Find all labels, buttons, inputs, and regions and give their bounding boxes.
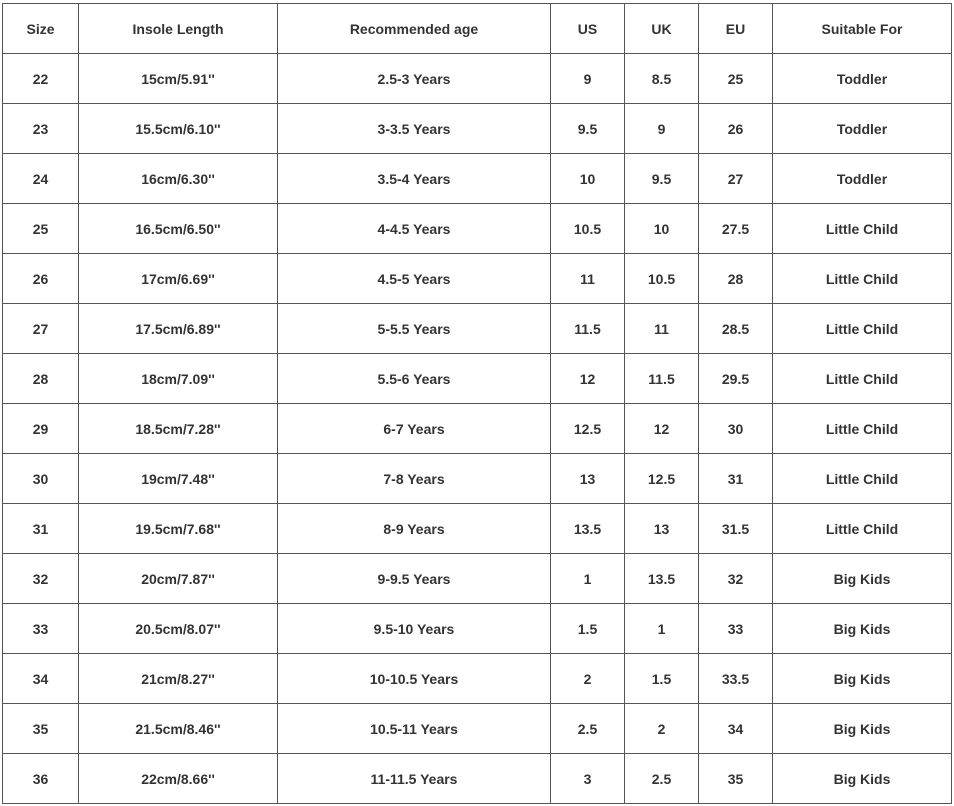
cell-insole-length: 20cm/7.87'' — [79, 554, 278, 604]
header-us: US — [551, 4, 625, 54]
cell-uk: 13 — [625, 504, 699, 554]
cell-recommended-age: 2.5-3 Years — [278, 54, 551, 104]
cell-uk: 11 — [625, 304, 699, 354]
cell-recommended-age: 5.5-6 Years — [278, 354, 551, 404]
table-row — [3, 354, 952, 404]
size-chart-header — [3, 4, 952, 54]
cell-us: 11.5 — [551, 304, 625, 354]
cell-recommended-age: 4-4.5 Years — [278, 204, 551, 254]
cell-insole-length: 17cm/6.69'' — [79, 254, 278, 304]
cell-recommended-age: 9-9.5 Years — [278, 554, 551, 604]
cell-insole-length: 17.5cm/6.89'' — [79, 304, 278, 354]
table-row — [3, 504, 952, 554]
cell-uk: 13.5 — [625, 554, 699, 604]
cell-us: 10.5 — [551, 204, 625, 254]
cell-us: 12.5 — [551, 404, 625, 454]
cell-insole-length: 15.5cm/6.10'' — [79, 104, 278, 154]
cell-us: 13.5 — [551, 504, 625, 554]
cell-eu: 34 — [699, 704, 773, 754]
header-uk: UK — [625, 4, 699, 54]
cell-uk: 10 — [625, 204, 699, 254]
cell-uk: 12.5 — [625, 454, 699, 504]
cell-eu: 31.5 — [699, 504, 773, 554]
cell-recommended-age: 10.5-11 Years — [278, 704, 551, 754]
cell-insole-length: 18.5cm/7.28'' — [79, 404, 278, 454]
table-row — [3, 204, 952, 254]
cell-suitable-for: Little Child — [773, 454, 952, 504]
cell-recommended-age: 10-10.5 Years — [278, 654, 551, 704]
cell-us: 9.5 — [551, 104, 625, 154]
cell-size: 29 — [3, 404, 79, 454]
cell-recommended-age: 9.5-10 Years — [278, 604, 551, 654]
cell-suitable-for: Little Child — [773, 254, 952, 304]
header-insole-length: Insole Length — [79, 4, 278, 54]
cell-insole-length: 21cm/8.27'' — [79, 654, 278, 704]
header-size: Size — [3, 4, 79, 54]
cell-insole-length: 21.5cm/8.46'' — [79, 704, 278, 754]
table-row — [3, 104, 952, 154]
table-row — [3, 54, 952, 104]
cell-us: 2 — [551, 654, 625, 704]
table-row — [3, 454, 952, 504]
cell-suitable-for: Little Child — [773, 404, 952, 454]
cell-size: 24 — [3, 154, 79, 204]
cell-recommended-age: 8-9 Years — [278, 504, 551, 554]
cell-recommended-age: 3.5-4 Years — [278, 154, 551, 204]
cell-size: 26 — [3, 254, 79, 304]
cell-us: 3 — [551, 754, 625, 804]
cell-uk: 2 — [625, 704, 699, 754]
cell-uk: 8.5 — [625, 54, 699, 104]
table-row — [3, 654, 952, 704]
cell-suitable-for: Big Kids — [773, 704, 952, 754]
cell-uk: 12 — [625, 404, 699, 454]
cell-insole-length: 16.5cm/6.50'' — [79, 204, 278, 254]
cell-recommended-age: 4.5-5 Years — [278, 254, 551, 304]
cell-uk: 10.5 — [625, 254, 699, 304]
cell-insole-length: 18cm/7.09'' — [79, 354, 278, 404]
header-eu: EU — [699, 4, 773, 54]
cell-us: 2.5 — [551, 704, 625, 754]
cell-eu: 30 — [699, 404, 773, 454]
table-row — [3, 254, 952, 304]
cell-size: 31 — [3, 504, 79, 554]
cell-size: 27 — [3, 304, 79, 354]
cell-size: 22 — [3, 54, 79, 104]
cell-recommended-age: 3-3.5 Years — [278, 104, 551, 154]
table-row — [3, 404, 952, 454]
cell-us: 9 — [551, 54, 625, 104]
cell-us: 13 — [551, 454, 625, 504]
cell-us: 12 — [551, 354, 625, 404]
cell-eu: 29.5 — [699, 354, 773, 404]
header-suitable-for: Suitable For — [773, 4, 952, 54]
cell-suitable-for: Big Kids — [773, 754, 952, 804]
size-chart-table — [2, 3, 952, 804]
cell-eu: 31 — [699, 454, 773, 504]
cell-recommended-age: 5-5.5 Years — [278, 304, 551, 354]
table-row — [3, 604, 952, 654]
cell-eu: 28 — [699, 254, 773, 304]
cell-size: 36 — [3, 754, 79, 804]
cell-size: 33 — [3, 604, 79, 654]
cell-eu: 32 — [699, 554, 773, 604]
cell-eu: 33.5 — [699, 654, 773, 704]
table-row — [3, 304, 952, 354]
header-recommended-age: Recommended age — [278, 4, 551, 54]
cell-insole-length: 20.5cm/8.07'' — [79, 604, 278, 654]
cell-us: 1 — [551, 554, 625, 604]
cell-insole-length: 16cm/6.30'' — [79, 154, 278, 204]
cell-size: 23 — [3, 104, 79, 154]
cell-size: 25 — [3, 204, 79, 254]
cell-us: 10 — [551, 154, 625, 204]
cell-size: 30 — [3, 454, 79, 504]
cell-size: 35 — [3, 704, 79, 754]
header-row — [3, 4, 952, 54]
cell-recommended-age: 11-11.5 Years — [278, 754, 551, 804]
cell-suitable-for: Toddler — [773, 104, 952, 154]
cell-suitable-for: Little Child — [773, 354, 952, 404]
cell-suitable-for: Toddler — [773, 154, 952, 204]
cell-insole-length: 19.5cm/7.68'' — [79, 504, 278, 554]
table-row — [3, 754, 952, 804]
cell-insole-length: 19cm/7.48'' — [79, 454, 278, 504]
cell-size: 28 — [3, 354, 79, 404]
cell-uk: 1.5 — [625, 654, 699, 704]
cell-suitable-for: Big Kids — [773, 654, 952, 704]
cell-insole-length: 22cm/8.66'' — [79, 754, 278, 804]
cell-uk: 9 — [625, 104, 699, 154]
cell-suitable-for: Big Kids — [773, 554, 952, 604]
cell-uk: 2.5 — [625, 754, 699, 804]
cell-size: 34 — [3, 654, 79, 704]
cell-eu: 25 — [699, 54, 773, 104]
cell-uk: 9.5 — [625, 154, 699, 204]
cell-suitable-for: Little Child — [773, 204, 952, 254]
table-row — [3, 154, 952, 204]
cell-uk: 1 — [625, 604, 699, 654]
cell-suitable-for: Toddler — [773, 54, 952, 104]
cell-uk: 11.5 — [625, 354, 699, 404]
cell-suitable-for: Big Kids — [773, 604, 952, 654]
cell-eu: 33 — [699, 604, 773, 654]
table-row — [3, 554, 952, 604]
cell-eu: 28.5 — [699, 304, 773, 354]
cell-insole-length: 15cm/5.91'' — [79, 54, 278, 104]
cell-eu: 26 — [699, 104, 773, 154]
cell-eu: 27.5 — [699, 204, 773, 254]
cell-eu: 27 — [699, 154, 773, 204]
cell-suitable-for: Little Child — [773, 304, 952, 354]
cell-eu: 35 — [699, 754, 773, 804]
table-row — [3, 704, 952, 754]
size-chart-body — [3, 54, 952, 804]
cell-us: 11 — [551, 254, 625, 304]
cell-suitable-for: Little Child — [773, 504, 952, 554]
cell-us: 1.5 — [551, 604, 625, 654]
cell-recommended-age: 6-7 Years — [278, 404, 551, 454]
cell-recommended-age: 7-8 Years — [278, 454, 551, 504]
cell-size: 32 — [3, 554, 79, 604]
